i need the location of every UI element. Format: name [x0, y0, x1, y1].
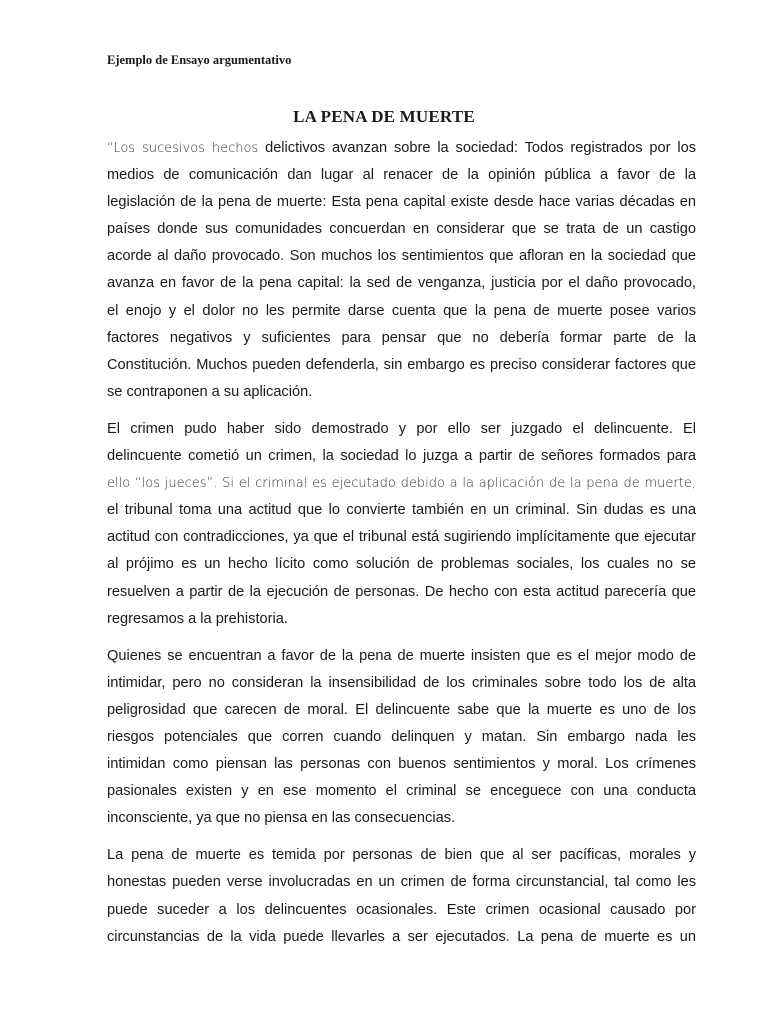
paragraph-line	[107, 842, 696, 869]
essay-title: LA PENA DE MUERTE	[293, 107, 475, 126]
line-text: acorde al daño provocado. Son muchos los sentimientos que afloran en la sociedad que	[107, 248, 696, 265]
paragraph-line	[107, 697, 696, 724]
line-text: al prójimo es un hecho lícito como solución de problemas sociales, los cuales no se	[107, 556, 696, 573]
line-text: Constitución. Muchos pueden defenderla, sin embargo es preciso considerar factores que	[107, 356, 696, 373]
paragraph-line	[107, 135, 696, 162]
paragraph-line	[107, 524, 696, 551]
paragraph-line	[107, 897, 696, 924]
line-text: peligrosidad que carecen de moral. El delincuente sabe que la muerte es uno de los	[107, 701, 696, 718]
line-text: intimidan como piensan las personas con buenos sentimientos y moral. Los crímenes	[107, 756, 696, 773]
paragraph-line	[107, 805, 696, 832]
paragraph-line	[107, 670, 696, 697]
line-text: el enojo y el dolor no les permite darse cuenta que la pena de muerte posee varios	[107, 302, 696, 319]
paragraph-line	[107, 724, 696, 751]
line-text: La pena de muerte es temida por personas de bien que al ser pacíficas, morales y	[107, 847, 696, 864]
line-text: delincuente cometió un crimen, la sociedad lo juzga a partir de señores formados para	[107, 448, 696, 465]
paragraph-line	[107, 352, 696, 379]
line-text: circunstancias de la vida puede llevarles a ser ejecutados. La pena de muerte es un	[107, 928, 696, 945]
essay-body	[107, 135, 696, 961]
line-text: avanza en favor de la pena capital: la sed de venganza, justicia por el daño provocado,	[107, 275, 696, 292]
paragraph-line	[107, 243, 696, 270]
line-text: intimidar, pero no consideran la insensibilidad de los criminales sobre todo los de alta	[107, 674, 696, 691]
line-thin-segment: “Los sucesivos hechos	[107, 141, 259, 156]
paragraph-line	[107, 325, 696, 352]
line-text: legislación de la pena de muerte: Esta pena capital existe desde hace varias décadas en	[107, 194, 696, 211]
line-thin-segment: ello “los jueces”. Si el criminal es ejecutado debido a la aplicación de la pena de muerte,	[107, 476, 696, 492]
essay-paragraph	[107, 842, 696, 950]
paragraph-line	[107, 298, 696, 325]
paragraph-line	[107, 443, 696, 470]
line-text: Quienes se encuentran a favor de la pena de muerte insisten que es el mejor modo de	[107, 647, 696, 664]
paragraph-line	[107, 162, 696, 189]
line-text: riesgos potenciales que corren cuando delinquen y matan. Sin embargo nada les	[107, 728, 696, 745]
line-text: inconsciente, ya que no piensa en las consecuencias.	[107, 810, 456, 827]
paragraph-line	[107, 270, 696, 297]
line-text: factores negativos y suficientes para pensar que no debería formar parte de la	[107, 329, 696, 346]
line-text: puede suceder a los delincuentes ocasionales. Este crimen ocasional causado por	[107, 901, 696, 918]
line-text: El crimen pudo haber sido demostrado y por ello ser juzgado el delincuente. El	[107, 420, 696, 437]
essay-paragraph	[107, 416, 696, 633]
line-text: actitud con contradicciones, ya que el tribunal está sugiriendo implícitamente que ejecutar	[107, 529, 696, 546]
paragraph-line	[107, 379, 696, 406]
paragraph-line	[107, 551, 696, 578]
paragraph-line	[107, 416, 696, 443]
essay-paragraph	[107, 135, 696, 406]
paragraph-line	[107, 497, 696, 524]
paragraph-line	[107, 470, 696, 497]
line-text: resuelven a partir de la ejecución de personas. De hecho con esta actitud parecería que	[107, 583, 696, 600]
line-text: se contraponen a su aplicación.	[107, 383, 313, 400]
paragraph-line	[107, 189, 696, 216]
paragraph-line	[107, 869, 696, 896]
paragraph-line	[107, 216, 696, 243]
line-text: regresamos a la prehistoria.	[107, 610, 288, 627]
line-text: medios de comunicación dan lugar al renacer de la opinión pública a favor de la	[107, 167, 696, 184]
paragraph-line	[107, 643, 696, 670]
essay-paragraph	[107, 643, 696, 833]
paragraph-line	[107, 606, 696, 633]
line-text: honestas pueden verse involucradas en un crimen de forma circunstancial, tal como les	[107, 874, 696, 891]
document-header: Ejemplo de Ensayo argumentativo	[107, 53, 292, 67]
paragraph-line	[107, 751, 696, 778]
line-text: el tribunal toma una actitud que lo convierte también en un criminal. Sin dudas es una	[107, 502, 696, 519]
paragraph-line	[107, 924, 696, 951]
paragraph-line	[107, 579, 696, 606]
line-text: países donde sus comunidades concuerdan en considerar que se trata de un castigo	[107, 221, 696, 238]
line-text: pasionales existen y en ese momento el criminal se enceguece con una conducta	[107, 783, 696, 800]
line-text: delictivos avanzan sobre la sociedad: Todos registrados por los	[258, 140, 696, 156]
paragraph-line	[107, 778, 696, 805]
